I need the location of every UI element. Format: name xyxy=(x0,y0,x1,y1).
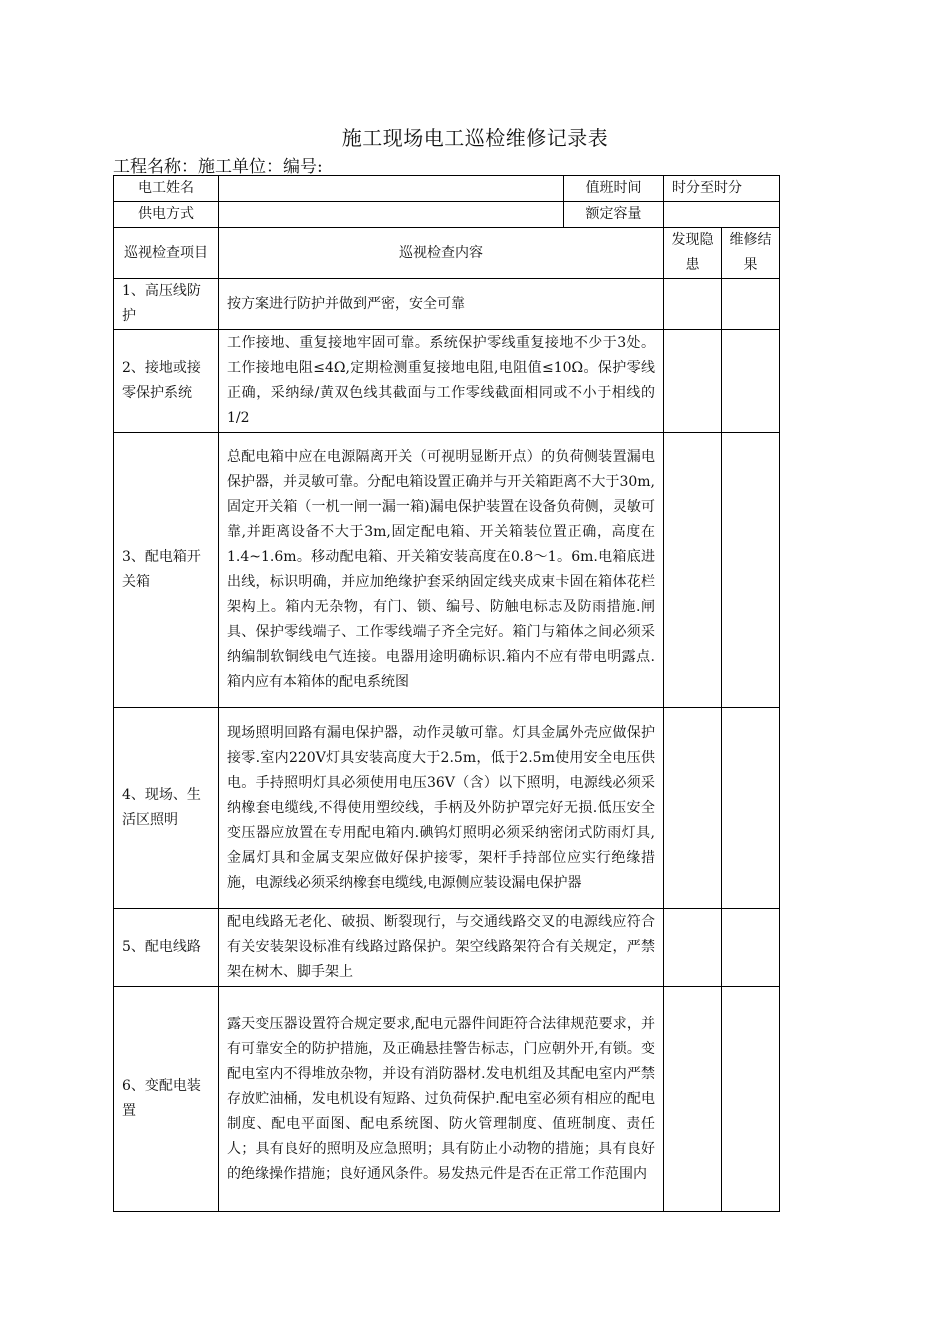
row-content: 配电线路无老化、破损、断裂现行，与交通线路交叉的电源线应符合有关安装架设标准有线路过路保护。架空线路架符合有关规定，严禁架在树木、脚手架上 xyxy=(219,909,664,987)
col-header-found: 发现隐患 xyxy=(664,228,722,279)
row-found-cell[interactable] xyxy=(664,330,722,433)
table-row xyxy=(114,909,780,987)
row-found-cell[interactable] xyxy=(664,433,722,708)
row-result-cell[interactable] xyxy=(722,987,780,1212)
row-content: 现场照明回路有漏电保护器，动作灵敏可靠。灯具金属外壳应做保护接零.室内220V灯具安装高度大于2.5m，低于2.5m使用安全电压供电。手持照明灯具必须使用电压36V（含）以下照明，电源线必须采纳橡套电缆线,不得使用塑绞线，手柄及外防护罩完好无损.低压安全变压器应放置在专用配电箱内.碘钨灯照明必须采纳密闭式防雨灯具,金属灯具和金属支架应做好保护接零，架杆手持部位应实行绝缘措施，电源线必须采纳橡套电缆线,电源侧应装设漏电保护器 xyxy=(219,708,664,909)
column-header-row xyxy=(114,228,780,279)
row-content: 按方案进行防护并做到严密，安全可靠 xyxy=(219,279,664,330)
col-header-content: 巡视检查内容 xyxy=(219,228,664,279)
duty-time-label: 值班时间 xyxy=(564,176,664,202)
rated-capacity-label: 额定容量 xyxy=(564,202,664,228)
row-content: 工作接地、重复接地牢固可靠。系统保护零线重复接地不少于3处。工作接地电阻≤4Ω,定期检测重复接地电阻,电阻值≤10Ω。保护零线正确，采纳绿/黄双色线其截面与工作零线截面相同或不小于相线的1/2 xyxy=(219,330,664,433)
row-found-cell[interactable] xyxy=(664,708,722,909)
row-result-cell[interactable] xyxy=(722,433,780,708)
electrician-name-label: 电工姓名 xyxy=(114,176,219,202)
row-result-cell[interactable] xyxy=(722,330,780,433)
info-row-power-supply xyxy=(114,202,780,228)
row-item: 1、高压线防护 xyxy=(114,279,219,330)
row-item: 4、现场、生活区照明 xyxy=(114,708,219,909)
power-supply-label: 供电方式 xyxy=(114,202,219,228)
table-row xyxy=(114,433,780,708)
row-result-cell[interactable] xyxy=(722,279,780,330)
row-item: 5、配电线路 xyxy=(114,909,219,987)
row-content: 总配电箱中应在电源隔离开关（可视明显断开点）的负荷侧装置漏电保护器，并灵敏可靠。分配电箱设置正确并与开关箱距离不大于30m,固定开关箱（一机一闸一漏一箱)漏电保护装置在设备负荷侧，灵敏可靠,并距离设备不大于3m,固定配电箱、开关箱装位置正确，高度在1.4~1.6m。移动配电箱、开关箱安装高度在0.8～1。6m.电箱底进出线，标识明确，并应加绝缘护套采纳固定线夹成束卡固在箱体花栏架构上。箱内无杂物，有门、锁、编号、防触电标志及防雨措施.闸具、保护零线端子、工作零线端子齐全完好。箱门与箱体之间必须采纳编制软铜线电气连接。电器用途明确标识.箱内不应有带电明露点.箱内应有本箱体的配电系统图 xyxy=(219,433,664,708)
power-supply-field[interactable] xyxy=(219,202,564,228)
row-found-cell[interactable] xyxy=(664,987,722,1212)
table-row xyxy=(114,279,780,330)
col-header-item: 巡视检查项目 xyxy=(114,228,219,279)
row-item: 2、接地或接零保护系统 xyxy=(114,330,219,433)
table-row xyxy=(114,708,780,909)
rated-capacity-field[interactable] xyxy=(664,202,780,228)
row-found-cell[interactable] xyxy=(664,279,722,330)
project-info-line: 工程名称：施工单位：编号: xyxy=(113,157,323,177)
row-found-cell[interactable] xyxy=(664,909,722,987)
row-item: 6、变配电装置 xyxy=(114,987,219,1212)
info-row-electrician xyxy=(114,176,780,202)
row-result-cell[interactable] xyxy=(722,909,780,987)
row-item: 3、配电箱开关箱 xyxy=(114,433,219,708)
inspection-table xyxy=(113,175,780,1212)
duty-time-field[interactable]: 时分至时分 xyxy=(664,176,780,202)
row-content: 露天变压器设置符合规定要求,配电元器件间距符合法律规范要求，并有可靠安全的防护措施，及正确悬挂警告标志，门应朝外开,有锁。变配电室内不得堆放杂物，并设有消防器材.发电机组及其配电室内严禁存放贮油桶，发电机设有短路、过负荷保护.配电室必须有相应的配电制度、配电平面图、配电系统图、防火管理制度、值班制度、责任人；具有良好的照明及应急照明；具有防止小动物的措施；具有良好的绝缘操作措施；良好通风条件。易发热元件是否在正常工作范围内 xyxy=(219,987,664,1212)
page-title: 施工现场电工巡检维修记录表 xyxy=(341,126,609,150)
table-row xyxy=(114,330,780,433)
row-result-cell[interactable] xyxy=(722,708,780,909)
col-header-result: 维修结果 xyxy=(722,228,780,279)
electrician-name-field[interactable] xyxy=(219,176,564,202)
table-row xyxy=(114,987,780,1212)
